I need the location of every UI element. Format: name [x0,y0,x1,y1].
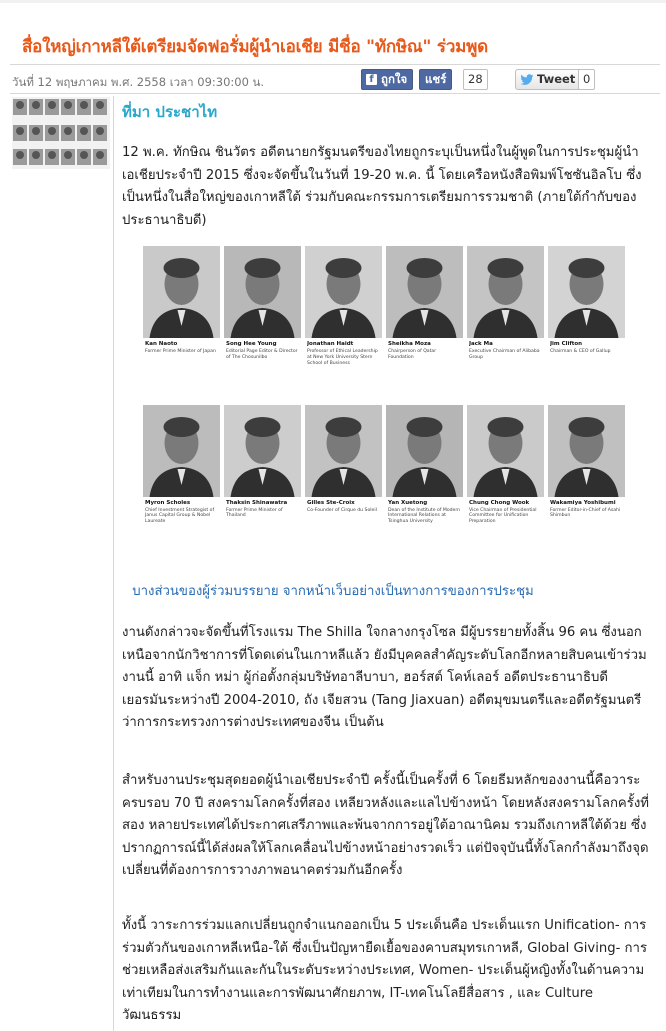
share-count: 28 [463,69,488,90]
speaker-title: Chairperson of Qatar Foundation [388,349,437,360]
speaker-name: Wakamiya Yoshibumi [550,499,616,506]
speaker-card [386,405,463,560]
speaker-photo [548,246,625,338]
body-paragraph-3: ทั้งนี้ วาระการร่วมแลกเปลี่ยนถูกจำแนกออกเป็น 5 ประเด็นคือ ประเด็นแรก Unification- การร่วมตัวกันของเกาหลีเหนือ-ใต้ ซึ่งเป็นปัญหายืดเยื้อของคาบสมุทรเกาหลี, Global Giving- การช่วยเหลือส่งเสริมกันและกันในระดับระหว่างประเทศ, Women- ประเด็นผู้หญิงทั้งในด้านความเท่าเทียมในการทำงานและการพัฒนาศักยภาพ, IT-เทคโนโลยีสื่อสาร , และ Culture วัฒนธรรม [122,918,648,1023]
speaker-photo [386,405,463,497]
speaker-card [224,246,301,401]
source-credit: ที่มา ประชาไท [122,103,218,121]
speaker-photo [305,405,382,497]
speaker-title: Former Prime Minister of Thailand [226,507,283,519]
speaker-title: Executive Chairman of Alibaba Group [469,349,540,360]
facebook-like-label: ถูกใจ [381,72,408,86]
speaker-title: Chief Investment Strategist of Janus Capital Group & Nobel Laureate [145,507,215,525]
column-divider [113,96,114,1031]
intro-paragraph: 12 พ.ค. ทักษิณ ชินวัตร อดีตนายกรัฐมนตรีของไทยถูกระบุเป็นหนึ่งในผู้พูดในการประชุมผู้นำเอเชียประจำปี 2015 ซึ่งจะจัดขึ้นในวันที่ 19-20 พ.ค. นี้ โดยเครือหนังสือพิมพ์โชซันอิลโบ ซึ่งเป็นหนึ่งในสื่อใหญ่ของเกาหลีใต้ ร่วมกับคณะกรรมการเตรียมการรวมชาติ (ภายใต้กำกับของประธานาธิบดี) [122,145,642,228]
speaker-title: Former Prime Minister of Japan [145,349,216,354]
facebook-share-button[interactable]: แชร์ [419,69,452,90]
speaker-name: Gilles Ste-Croix [307,499,355,506]
speaker-photo [305,246,382,338]
headline-bar [0,0,666,63]
image-caption: บางส่วนของผู้ร่วมบรรยาย จากหน้าเว็บอย่างเป็นทางการของการประชุม [132,584,534,599]
speaker-photo [143,246,220,338]
speaker-name: Chung Chong Wook [469,499,530,506]
speaker-card [224,405,301,560]
speaker-name: Kan Naoto [145,341,178,347]
speaker-name: Thaksin Shinawatra [226,499,288,506]
speaker-title: Dean of the Institute of Modern International Relations at Tsinghua University [388,507,461,525]
speaker-card [305,246,382,401]
speaker-name: Sheikha Moza [388,341,431,347]
speaker-photo [224,246,301,338]
twitter-bird-icon [520,74,534,86]
tweet-label: Tweet [537,72,576,86]
speaker-photo [467,405,544,497]
speaker-card [143,246,220,401]
speaker-title: Former Editor-in-Chief of Asahi Shimbun [550,507,621,519]
headline: สื่อใหญ่เกาหลีใต้เตรียมจัดฟอรั่มผู้นำเอเชีย มีชื่อ "ทักษิณ" ร่วมพูด [22,37,489,57]
speaker-photo [224,405,301,497]
date-line: วันที่ 12 พฤษภาคม พ.ศ. 2558 เวลา 09:30:00 น. [12,75,265,89]
speaker-card [143,405,220,560]
body-paragraph-2: สำหรับงานประชุมสุดยอดผู้นำเอเชียประจำปี ครั้งนี้เป็นครั้งที่ 6 โดยธีมหลักของงานนี้คือวาระครบรอบ 70 ปี สงครามโลกครั้งที่สอง เหลียวหลังและแลไปข้างหน้า โดยหลังสงครามโลกครั้งที่สอง หลายประเทศได้ประกาศเสรีภาพและพ้นจากการอยู่ใต้อาณานิคม รวมถึงเกาหลีใต้ด้วย ซึ่งปรากฏการณ์นี้ได้ส่งผลให้โลกเคลื่อนไปข้างหน้าอย่างรวดเร็ว แต่ปัจจุบันนี้ทั้งโลกกำลังมาถึงจุดเปลี่ยนที่ต้องการการวางภาพอนาคตร่วมกันอีกครั้ง [122,773,649,878]
speaker-title: Co-Founder of Cirque du Soleil [307,507,377,513]
speaker-card [548,405,625,560]
speaker-name: Yan Xuetong [388,499,428,506]
speaker-collage-thumbnail [12,97,110,169]
speaker-title: Chairman & CEO of Gallup [550,349,611,354]
speaker-card [305,405,382,560]
speaker-name: Song Hee Young [226,341,277,347]
speaker-card [467,246,544,401]
article-thumbnail[interactable] [12,97,110,169]
divider [10,93,660,94]
tweet-count: 0 [578,69,595,90]
body-paragraph-1: งานดังกล่าวจะจัดขึ้นที่โรงแรม The Shilla ใจกลางกรุงโซล มีผู้บรรยายทั้งสิ้น 96 คน ซึ่งนอกเหนือจากนักวิชาการที่โดดเด่นในเกาหลีแล้ว ยังมีบุคคลสำคัญระดับโลกอีกหลายสิบคนเข้าร่วมงานนี้ อาทิ แจ็ก หม่า ผู้ก่อตั้งกลุ่มบริษัทอาลีบาบา, ฮอร์สต์ โคห์เลอร์ อดีตประธานาธิบดีเยอรมันระหว่างปี 2004-2010, ถัง เจียสวน (Tang Jiaxuan) อดีตมุขมนตรีและอดีตรัฐมนตรีว่าการกระทรวงการต่างประเทศของจีน เป็นต้น [122,625,647,730]
speaker-card [386,246,463,401]
divider [10,64,660,65]
speaker-name: Myron Scholes [145,499,191,506]
speaker-name: Jonathan Haidt [307,341,354,347]
speaker-title: Vice Chairman of Presidential Committee for Unification Preparation [469,507,537,525]
tweet-button[interactable] [515,69,582,90]
speaker-photo [143,405,220,497]
facebook-icon: f [366,74,377,85]
facebook-like-button[interactable] [361,69,413,90]
speaker-card [467,405,544,560]
speaker-name: Jack Ma [469,341,493,347]
speaker-title: Editorial Page Editor & Director of The Chosunilbo [226,349,298,360]
speaker-collage [143,246,625,559]
speaker-card [548,246,625,401]
speaker-photo [548,405,625,497]
speaker-photo [467,246,544,338]
speaker-photo [386,246,463,338]
speaker-name: Jim Clifton [550,341,583,347]
speaker-title: Professor of Ethical Leadership at New York University Stern School of Business [307,349,378,366]
